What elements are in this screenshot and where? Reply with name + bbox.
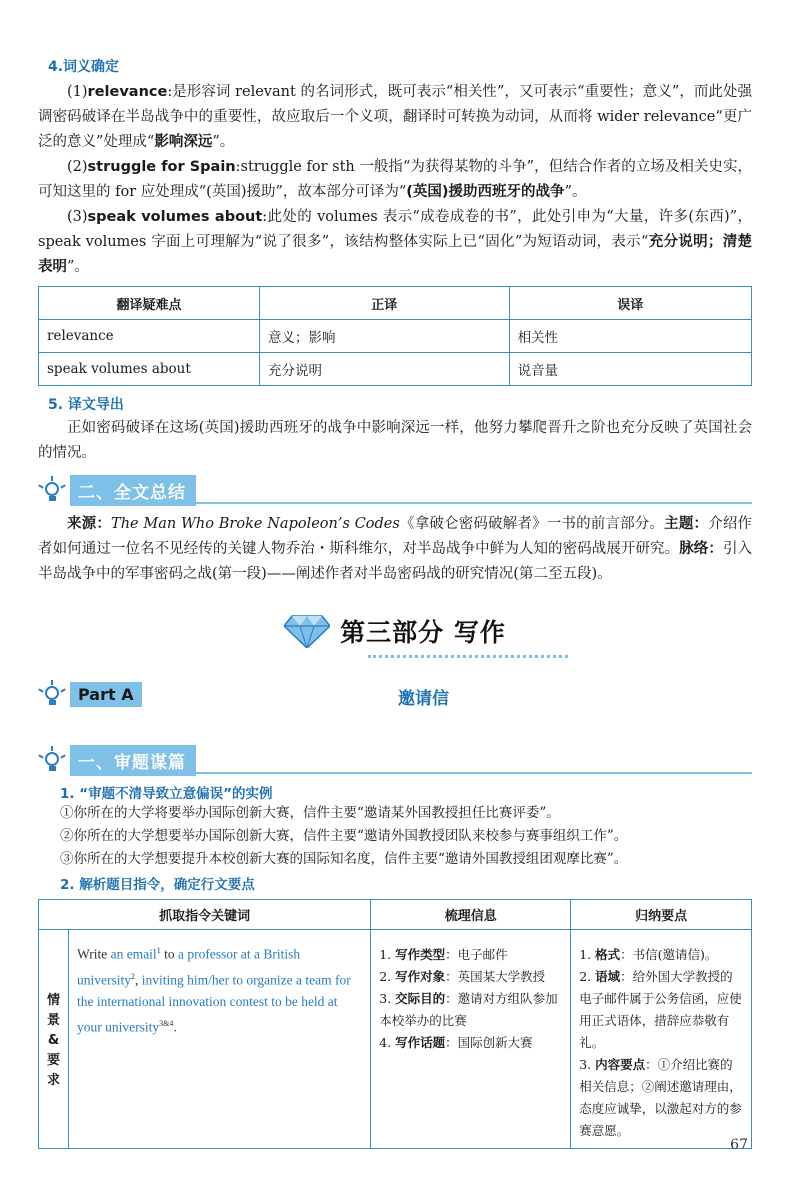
part-a-label: Part A	[70, 682, 142, 707]
summary-paragraph: 来源：The Man Who Broke Napoleon’s Codes《拿破仑密码破解者》一书的前言部分。主题：介绍作者如何通过一位名不见经传的关键人物乔治・斯科维尔，对半岛战争中鲜为人知的密码战展开研究。脉络：引入半岛战争中的军事密码之战(第一段)——阐述作者对半岛密码战的研究情况(第二至五段)。	[38, 516, 753, 582]
divider	[196, 502, 752, 504]
table-header-row: 抓取指令关键词 梳理信息 归纳要点	[39, 900, 752, 930]
part-three-heading: 第三部分 写作	[340, 618, 506, 647]
review-label: 一、审题谋篇	[70, 745, 196, 776]
list-item: ①你所在的大学将要举办国际创新大赛，信件主要“邀请某外国教授担任比赛评委”。	[60, 805, 560, 821]
book-title: The Man Who Broke Napoleon’s Codes	[111, 516, 400, 532]
list-item: ②你所在的大学想要举办国际创新大赛，信件主要“邀请外国教授团队来校参与赛事组织工作”。	[60, 828, 628, 844]
list-item: 1. 格式：书信(邀请信)。	[579, 947, 718, 962]
diamond-icon	[284, 614, 330, 648]
part-a-row	[38, 674, 752, 714]
lightbulb-icon	[38, 680, 66, 708]
instruction-analysis-table	[38, 899, 752, 1149]
lightbulb-icon	[38, 746, 66, 774]
table-row	[39, 930, 752, 1149]
paragraph-relevance: (1)relevance:是形容词 relevant 的名词形式，既可表示“相关性”，又可表示“重要性；意义”，而此处强调密码破译在半岛战争中的重要性，故应取后一个义项，翻译时可转换为动词，从而将 wider relevance“更广泛的意义”处理成“影响深远”。	[38, 84, 752, 150]
term-struggle: struggle for Spain	[87, 159, 236, 175]
list-item: 4. 写作话题：国际创新大赛	[379, 1035, 533, 1050]
list-item: 2. 写作对象：英国某大学教授	[379, 969, 546, 984]
summary-banner	[38, 474, 752, 506]
divider	[196, 772, 752, 774]
translation-output: 正如密码破译在这场(英国)援助西班牙的战争中影响深远一样，他努力攀爬晋升之阶也充分反映了英国社会的情况。	[38, 420, 752, 461]
example-list	[60, 802, 752, 871]
list-item: 3. 交际目的：邀请对方组队参加本校举办的比赛	[379, 991, 558, 1028]
page-number: 67	[730, 1137, 748, 1153]
situation-requirement-label: 情 景 & 要 求	[39, 930, 69, 1149]
lightbulb-icon	[38, 476, 66, 504]
sorted-info	[371, 930, 571, 1149]
summary-label: 二、全文总结	[70, 475, 196, 506]
table-row: relevance 意义；影响 相关性	[39, 320, 752, 353]
translation-difficulty-table	[38, 286, 752, 386]
term-speak-volumes: speak volumes about	[87, 209, 263, 225]
part-three-title	[38, 613, 752, 649]
paragraph-speak-volumes: (3)speak volumes about:此处的 volumes 表示“成卷成卷的书”，此处引申为“大量，许多(东西)”，speak volumes 字面上可理解为“说了很多”，该结构整体实际上已“固化”为短语动词，表示“充分说明；清楚表明”。	[38, 209, 753, 275]
paragraph-struggle: (2)struggle for Spain:struggle for sth 一般指“为获得某物的斗争”，但结合作者的立场及相关史实，可知这里的 for 应处理成“(英国)援助”，故本部分可译为“(英国)援助西班牙的战争”。	[38, 159, 752, 200]
review-banner	[38, 744, 752, 776]
term-relevance: relevance	[87, 84, 168, 100]
review-heading-2: 2. 解析题目指令，确定行文要点	[60, 877, 255, 893]
section-4-heading: 4.词义确定	[48, 59, 120, 75]
section-5-heading: 5. 译文导出	[48, 397, 124, 413]
table-row: speak volumes about 充分说明 说音量	[39, 353, 752, 386]
dotted-divider	[368, 655, 568, 658]
list-item: ③你所在的大学想要提升本校创新大赛的国际知名度，信件主要“邀请外国教授组团观摩比赛”。	[60, 851, 628, 867]
list-item: 3. 内容要点：①介绍比赛的相关信息；②阐述邀请理由，态度应诚挚，以激起对方的参赛意愿。	[579, 1057, 742, 1138]
list-item: 2. 语域：给外国大学教授的电子邮件属于公务信函，应使用正式语体，措辞应恭敬有礼。	[579, 969, 742, 1050]
list-item: 1. 写作类型：电子邮件	[379, 947, 508, 962]
review-heading-1: 1. “审题不清导致立意偏误”的实例	[60, 786, 273, 802]
subject-title: 邀请信	[398, 689, 449, 709]
key-points	[571, 930, 752, 1149]
instruction-text: Write an email$^1$ to a professor at a British university$^2$, inviting him/her to organize a team for the international innovation contest to be held at your university$^{3\&4}$.	[69, 930, 371, 1149]
table-header-row: 翻译疑难点 正译 误译	[39, 287, 752, 320]
